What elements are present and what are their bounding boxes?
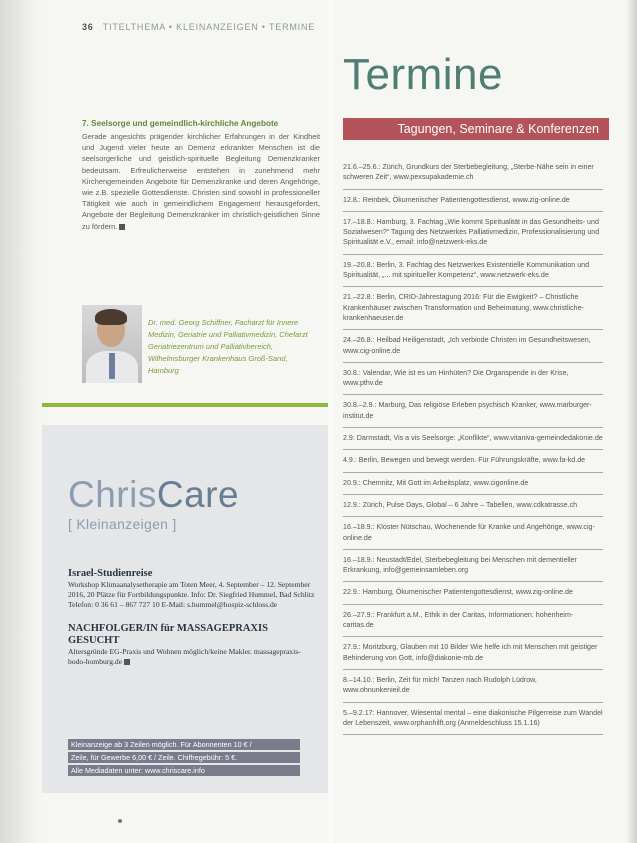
event-item: 12.9.: Zürich, Pulse Days, Global – 6 Jahre – Tabellen, www.cdkatrasse.ch [343, 495, 603, 517]
author-block [82, 305, 322, 387]
chriscare-logo: ChrisCare [68, 474, 240, 515]
page-number: 36 [82, 22, 94, 32]
event-item: 4.9.: Berlin, Bewegen und bewegt werden. Für Führungskräfte, www.fa-kd.de [343, 450, 603, 472]
classified-ad [68, 568, 318, 611]
article-heading: 7. Seelsorge und gemeindlich-kirchliche Angebote [82, 119, 279, 128]
event-item: 16.–18.9.: Neustadt/Edel, Sterbebegleitung bei Menschen mit dementieller Erkrankung, info@gemeinsamleben.org [343, 550, 603, 583]
events-heading: Tagungen, Seminare & Konferenzen [397, 122, 599, 136]
ad-body: Workshop Klimaanalysetherapie am Toten Meer, 4. September – 12. September 2016, 20 Plätze für Fortbildungspunkte. Info: Dr. Siegfried Hummel, Bad Schlitz Telefon: 0 36 61 – 867 727 10 E-Mail: s.hummel@hospiz-schloss.de [68, 580, 315, 610]
event-item: 21.–22.8.: Berlin, CRID-Jahrestagung 2016: Für die Ewigkeit? – Christliche Krankenhäuser zwischen Transformation und Beheimatung, www.christliche-krankenhaeuser.de [343, 287, 603, 330]
event-item: 5.–9.2.17: Hannover, Wiesental mental – eine diakonische Pilgerreise zum Wandel der Lebenszeit, www.orphanhilft.org (Anmeldeschluss 15.1.16) [343, 703, 603, 736]
promo-line: Zeile, für Gewerbe 6,00 € / Zeile. Chiffregebühr: 5 €. [68, 752, 300, 763]
end-mark-icon [119, 224, 125, 230]
event-item: 22.9.: Hamburg, Ökumenischer Patientengottesdienst, www.zig-online.de [343, 582, 603, 604]
event-item: 30.8.–2.9.: Marburg, Das religiöse Erleben psychisch Kranker, www.marburger-institut.de [343, 395, 603, 428]
event-item: 30.8.: Valendar, Wie ist es um Hinhüten? Die Organspende in der Krise, www.pthv.de [343, 363, 603, 396]
ad-title: Israel-Studienreise [68, 568, 153, 579]
page-title: Termine [343, 50, 503, 99]
classified-ad [68, 623, 318, 667]
ad-body: Altersgründe EG-Praxis und Wohnen möglich/keine Makler. massagepraxis-bodo-homburg.de [68, 646, 301, 666]
author-caption: Dr. med. Georg Schiffner, Facharzt für Innere Medizin, Geriatrie und Palliativmedizin, Chefarzt Geriatriezentrum und Palliativbereich, Wilhelmsburger Krankenhaus Groß-Sand, Hamburg [148, 318, 308, 375]
event-item: 19.–20.8.: Berlin, 3. Fachtag des Netzwerkes Existentielle Kommunikation und Spiritualität, „... mit spiritueller Kompetenz“, www.netzwerk-eks.de [343, 255, 603, 288]
column-divider [328, 0, 334, 843]
classified-ads [68, 568, 318, 667]
article-body [82, 131, 320, 232]
promo-line: Alle Mediadaten unter: www.chriscare.info [68, 765, 300, 776]
event-item: 12.8.: Reinbek, Ökumenischer Patientengottesdienst, www.zig-online.de [343, 190, 603, 212]
running-header [82, 22, 315, 32]
event-item: 8.–14.10.: Berlin, Zeit für mich! Tanzen nach Rudolph Lüdrow, www.ohnunkenieil.de [343, 670, 603, 703]
event-item: 24.–26.8.: Heilbad Heiligenstadt, „Ich verbinde Christen im Gesundheitswesen, www.cig-online.de [343, 330, 603, 363]
event-item: 21.6.–25.6.: Zürich, Grundkurs der Sterbebegleitung, „Sterbe-Nähe sein in einer schweren Zeit“, www.pexsupakademie.ch [343, 158, 603, 190]
ad-title: NACHFOLGER/IN für MASSAGEPRAXIS GESUCHT [68, 622, 268, 646]
events-list [343, 158, 603, 735]
event-item: 27.9.: Moritzburg, Glauben mit 10 Bilder Wie helfe ich mit Menschen mit geistiger Behinderung von Gott, info@diakonie-mb.de [343, 637, 603, 670]
breadcrumb: TITELTHEMA • KLEINANZEIGEN • TERMINE [102, 22, 316, 32]
article-section [82, 118, 320, 232]
event-item: 2.9: Darmstadt, Vis a vis Seelsorge: „Konflikte“, www.vitaniva-gemeindedakonie.de [343, 428, 603, 450]
event-item: 26.–27.9.: Frankfurt a.M., Ethik in der Caritas, Informationen: hohenheim-caritas.de [343, 605, 603, 638]
end-mark-icon [124, 659, 130, 665]
page-gutter-shadow [0, 0, 42, 843]
footer-dot [118, 819, 122, 823]
event-item: 16.–18.9.: Kloster Nütschau, Wochenende für Kranke und Angehörige, www.cig-online.de [343, 517, 603, 550]
article-body-text: Gerade angesichts prägender kirchlicher Erfahrungen in der Kindheit und Jugend vieler heute an Demenz erkrankter Menschen ist die seelsorgerliche und geistlich-spirituelle Begleitung Demenzkranker bedeutsam. Erfreulicherweise entstehen in zunehmend mehr Kirchengemeinden Angebote für Demenzkranke und deren Angehörige, wie z.B. spezielle Gottesdienste. Christen sind sowohl in professioneller Tätigkeit wie auch in gemeindlichem Engagement herausgefordert, Angebote der Begleitung Demenzkranker im christlich-geistlichen Sinne zu fördern. [82, 132, 320, 231]
events-heading-bar [343, 118, 609, 140]
event-item: 20.9.: Chemnitz, Mit Gott im Arbeitsplatz, www.cigonline.de [343, 473, 603, 495]
event-item: 17.–18.8.: Hamburg, 3. Fachtag „Wie kommt Spiritualität in das Gesundheits- und Sozialwesen?“ Tagung des Netzwerkes Palliativmedizin, Professionalisierung und Spiritualität e.V., email: info@netzwerk-eks.de [343, 212, 603, 255]
promo-line: Kleinanzeige ab 3 Zeilen möglich. Für Abonnenten 10 € / [68, 739, 300, 750]
page-right-edge [627, 0, 637, 843]
classifieds-subtitle: [ Kleinanzeigen ] [68, 516, 177, 532]
green-divider [42, 403, 328, 407]
author-photo [82, 305, 142, 383]
